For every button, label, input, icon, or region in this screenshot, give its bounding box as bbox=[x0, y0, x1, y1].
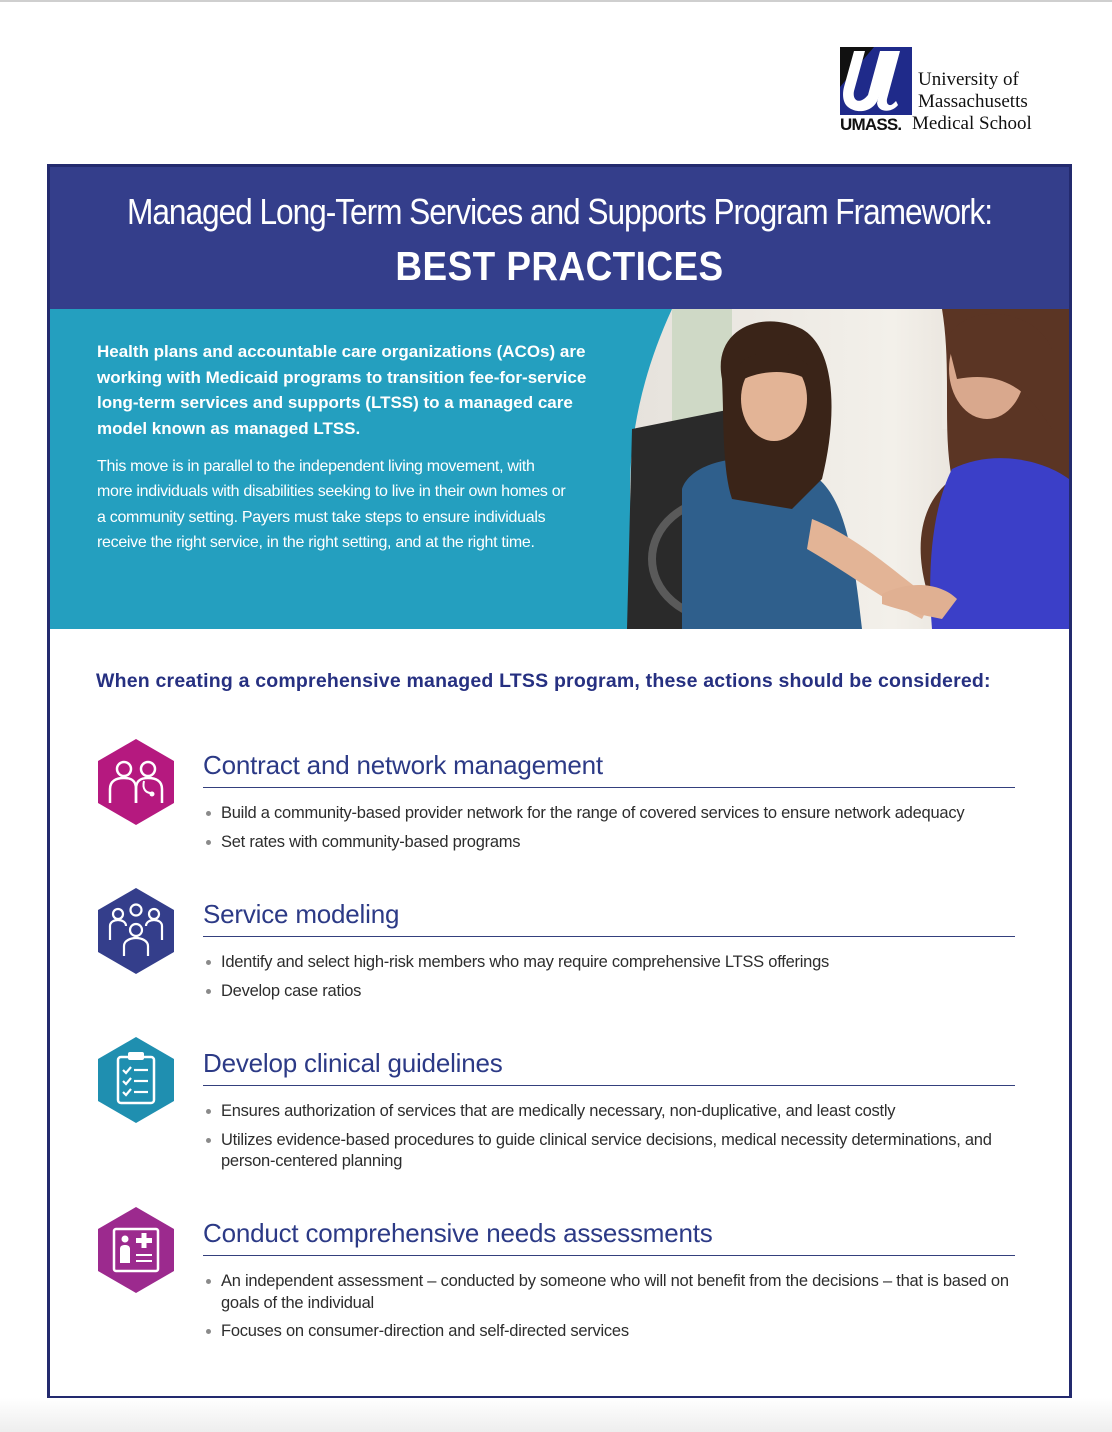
intro-lead-paragraph: Health plans and accountable care organizations (ACOs) are working with Medicaid programs to transition fee-for-service long-term services and supports (LTSS) to a managed care model known as managed LTSS. bbox=[97, 342, 587, 438]
action-heading: Service modeling bbox=[203, 886, 1015, 937]
intro-band bbox=[50, 309, 1069, 629]
action-bullet-list bbox=[203, 1271, 1015, 1350]
page-subtitle: BEST PRACTICES bbox=[395, 243, 724, 289]
list-item: Utilizes evidence-based procedures to guide clinical service decisions, medical necessity determinations, and person-centered planning bbox=[203, 1130, 1015, 1173]
intro-body-paragraph: This move is in parallel to the independent living movement, with more individuals with disabilities seeking to live in their own homes or a community setting. Payers must take steps to ensure individuals receive the right service, in the right setting, and at the right time. bbox=[97, 458, 566, 551]
list-item: Set rates with community-based programs bbox=[203, 832, 1015, 854]
action-heading: Conduct comprehensive needs assessments bbox=[203, 1205, 1015, 1256]
header-band bbox=[50, 167, 1069, 309]
list-item: Build a community-based provider network for the range of covered services to ensure network adequacy bbox=[203, 803, 1015, 825]
page-bottom-shade bbox=[0, 1398, 1112, 1432]
action-heading: Contract and network management bbox=[203, 737, 1015, 788]
section-lead: When creating a comprehensive managed LTSS program, these actions should be considered: bbox=[96, 670, 991, 692]
umass-u-mark-icon bbox=[840, 47, 912, 115]
umass-wordmark: UMASS. bbox=[840, 115, 902, 134]
group-people-icon bbox=[96, 886, 176, 976]
institution-line-2: Massachusetts bbox=[918, 91, 1028, 112]
clipboard-checklist-icon bbox=[96, 1035, 176, 1125]
page-title: Managed Long-Term Services and Supports Program Framework: bbox=[127, 191, 992, 232]
institution-line-3: Medical School bbox=[912, 113, 1032, 134]
medical-assessment-icon bbox=[96, 1205, 176, 1295]
action-bullet-list bbox=[203, 952, 1015, 1009]
action-heading: Develop clinical guidelines bbox=[203, 1035, 1015, 1086]
content-frame bbox=[47, 164, 1072, 1399]
healthcare-team-icon bbox=[96, 737, 176, 827]
list-item: An independent assessment – conducted by someone who will not benefit from the decisions – that is based on goals of the individual bbox=[203, 1271, 1015, 1314]
action-bullet-list bbox=[203, 1101, 1015, 1180]
umass-logo bbox=[840, 47, 1070, 137]
top-rule bbox=[0, 0, 1112, 2]
action-bullet-list bbox=[203, 803, 1015, 860]
list-item: Identify and select high-risk members who may require comprehensive LTSS offerings bbox=[203, 952, 1015, 974]
caregiver-photo bbox=[612, 309, 1069, 629]
list-item: Focuses on consumer-direction and self-directed services bbox=[203, 1321, 1015, 1343]
list-item: Ensures authorization of services that are medically necessary, non-duplicative, and least costly bbox=[203, 1101, 1015, 1123]
institution-line-1: University of bbox=[918, 69, 1019, 90]
list-item: Develop case ratios bbox=[203, 981, 1015, 1003]
